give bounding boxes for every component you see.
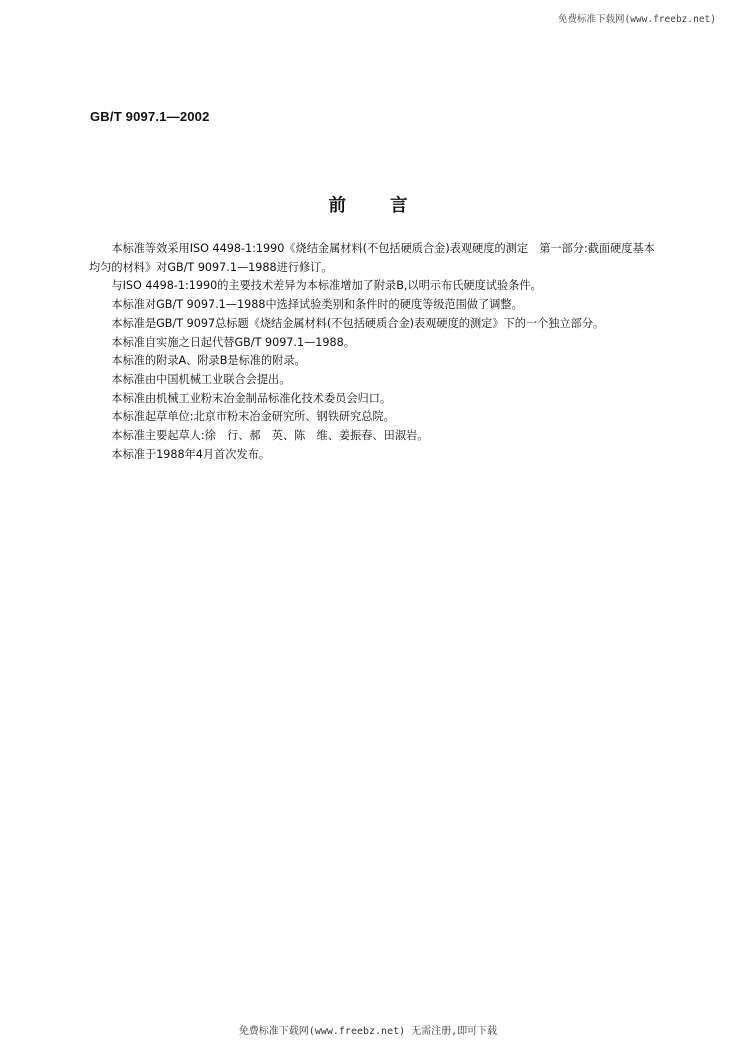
paragraph-supersedes: 本标准自实施之日起代替GB/T 9097.1—1988。 [111,335,355,349]
paragraph-technical-differences: 与ISO 4498-1:1990的主要技术差异为本标准增加了附录B,以明示布氏硬度试验条件。 [111,279,542,293]
paragraph-hardness-range: 本标准对GB/T 9097.1—1988中选择试验类别和条件时的硬度等级范围做了调整。 [111,298,523,312]
paragraph-drafting-units: 本标准起草单位:北京市粉末冶金研究所、钢铁研究总院。 [111,410,395,424]
paragraph-proposed-by: 本标准由中国机械工业联合会提出。 [111,372,291,386]
paragraph-adoption: 本标准等效采用ISO 4498-1:1990《烧结金属材料(不包括硬质合金)表观硬度的测定 第一部分:截面硬度基本均匀的材料》对GB/T 9097.1—1988进行修订。 [89,242,655,274]
paragraph-drafters: 本标准主要起草人:徐 行、郝 英、陈 维、姜振春、田淑岩。 [111,429,429,443]
paragraph-centralized-by: 本标准由机械工业粉末冶金制品标准化技术委员会归口。 [111,391,392,405]
standard-number: GB/T 9097.1—2002 [90,109,210,124]
bottom-watermark: 免费标准下载网(www.freebz.net) 无需注册,即可下载 [238,1026,498,1037]
paragraph-series: 本标准是GB/T 9097总标题《烧结金属材料(不包括硬质合金)表观硬度的测定》下的一个独立部分。 [111,316,605,330]
paragraph-first-issue: 本标准于1988年4月首次发布。 [111,447,271,461]
foreword-body [89,240,661,464]
top-watermark: 免费标准下载网(www.freebz.net) [557,14,716,25]
page-title: 前言 [328,196,452,216]
paragraph-annexes: 本标准的附录A、附录B是标准的附录。 [111,354,306,368]
